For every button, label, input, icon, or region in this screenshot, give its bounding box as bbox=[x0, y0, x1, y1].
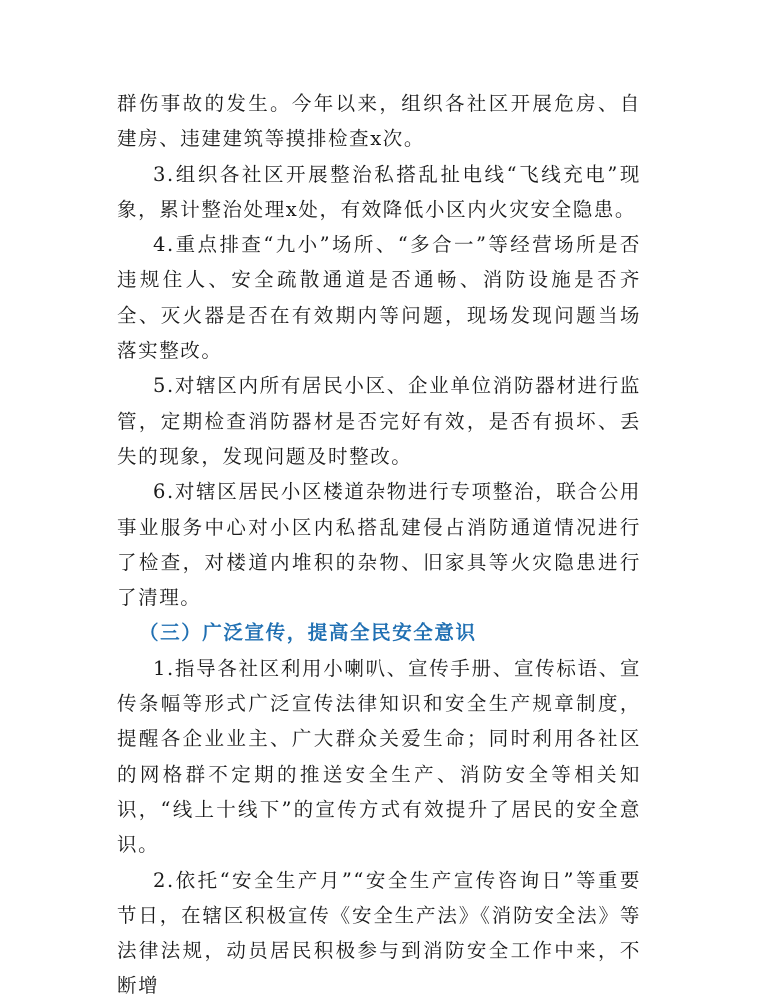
paragraph-continuation: 群伤事故的发生。今年以来，组织各社区开展危房、自建房、违建建筑等摸排检查x次。 bbox=[117, 92, 641, 151]
section-heading: （三）广泛宣传，提高全民安全意识 bbox=[139, 621, 477, 645]
paragraph-item-4: 4.重点排查“九小”场所、“多合一”等经营场所是否违规住人、安全疏散通道是否通畅、消防设施是否齐全、灭火器是否在有效期内等问题，现场发现问题当场落实整改。 bbox=[117, 233, 641, 363]
paragraph-publicity-1: 1.指导各社区利用小喇叭、宣传手册、宣传标语、宣传条幅等形式广泛宣传法律知识和安全生产规章制度，提醒各企业业主、广大群众关爱生命；同时利用各社区的网格群不定期的推送安全生产、消防安全等相关知识，“线上十线下”的宣传方式有效提升了居民的安全意识。 bbox=[117, 656, 641, 857]
document-page bbox=[117, 86, 641, 1004]
paragraph-item-5: 5.对辖区内所有居民小区、企业单位消防器材进行监管，定期检查消防器材是否完好有效，是否有损坏、丢失的现象，发现问题及时整改。 bbox=[117, 374, 641, 468]
paragraph-item-6: 6.对辖区居民小区楼道杂物进行专项整治，联合公用事业服务中心对小区内私搭乱建侵占消防通道情况进行了检查，对楼道内堆积的杂物、旧家具等火灾隐患进行了清理。 bbox=[117, 480, 641, 610]
paragraph-item-3: 3.组织各社区开展整治私搭乱扯电线“飞线充电”现象，累计整治处理x处，有效降低小区内火灾安全隐患。 bbox=[117, 162, 641, 221]
paragraph-publicity-2: 2.依托“安全生产月”“安全生产宣传咨询日”等重要节日，在辖区积极宣传《安全生产法》《消防安全法》等法律法规，动员居民积极参与到消防安全工作中来，不断增 bbox=[117, 868, 641, 998]
